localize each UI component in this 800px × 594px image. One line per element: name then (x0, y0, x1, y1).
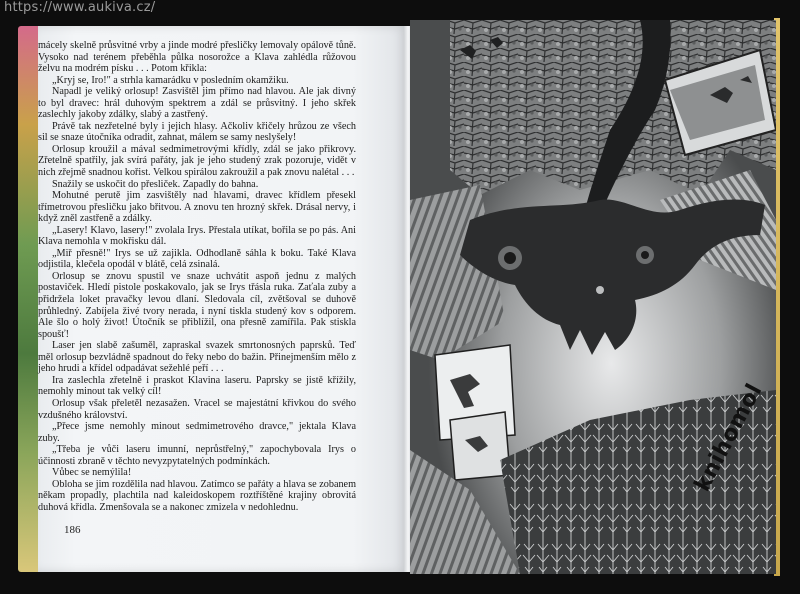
paragraph: Napadl je veliký orlosup! Zasvištěl jim přímo nad hlavou. Ale jak divný to byl dravec: hrál duhovým spektrem a zdál se průsvitný. I jeho skřek zaslechly jakoby zdálky, slabý a zastřený. (38, 86, 356, 121)
illustration (410, 20, 776, 574)
paragraph: „Kryj se, Iro!" a strhla kamarádku v posledním okamžiku. (52, 74, 289, 86)
paragraph: Mohutné perutě jim zasvištěly nad hlavami, dravec křídlem přesekl třímetrovou přesličku jako břitvou. A znovu ten hrozný skřek. Drásal nervy, i když zněl zastřeně a zdálky. (38, 190, 356, 225)
paragraph: „Třeba je vůči laseru imunní, neprůstřelný," zapochybovala Irys o účinnosti zbraně v těchto nevyzpytatelných podmínkách. (38, 444, 356, 467)
paragraph: „Lasery! Klavo, lasery!" zvolala Irys. Přestala utíkat, bořila se po pás. Ani Klava nemohla v mokřisku dál. (38, 224, 356, 248)
paragraph: „Přece jsme nemohly minout sedmimetrového dravce," jektala Klava zuby. (38, 421, 356, 444)
paragraph: Snažily se uskočit do přesliček. Zapadly do bahna. (52, 178, 259, 190)
paragraph: Vůbec se nemýlila! (52, 467, 132, 479)
paragraph: Obloha se jim rozdělila nad hlavou. Zatímco se pařáty a hlava se zobanem někam propadly, plachtila nad kaleidoskopem roztříštěné krajiny obrovitá duhová křídla. Zmenšovala se a nakonec zmizela v nedohlednu. (38, 478, 356, 513)
seller-stamp: knihomol (690, 379, 768, 496)
paragraph: Laser jen slabě zašuměl, zapraskal svazek smrtonosných paprsků. Teď měl orlosup bezvládně spadnout do řeky nebo do bažin. Přinejmenším mělo z jeho hrudi a křídel odpadávat sežehlé peří . . . (38, 340, 356, 375)
paragraph: Orlosup se znovu spustil ve snaze uchvátit aspoň jednu z malých postaviček. Hledí pistole poskakovalo, jak se Irys třásla ruka. Zaťala zuby a přidržela loket pravačky levou dlaní. Sledovala cíl, zvětšoval se duhově průhledný. Zabíjela živé tvory nerada, i nyní tiskla studený kov s odporem. Ale šlo o holý život! Útočník se přiblížil, ona přesně zamířila. Pak stiskla spoušť! (38, 270, 356, 340)
paragraph: Orlosup kroužil a mával sedmimetrovými křídly, zdál se jako přikrovy. Zřetelně spatřily, jak svírá pařáty, jak je jeho studený zrak pozoruje, vidět v nich zřejmě snadnou kořist. Velkou spirálou zakroužil a pak znovu nalétal . . . (38, 143, 356, 179)
paragraph: mácely skelně průsvitné vrby a jinde modré přesličky lemovaly opálově tůně. Vysoko nad terénem přeběhla půlka nosorožce a Klava zahlédla růžovou želvu na modrém písku . . . Potom křikla: (38, 40, 356, 75)
paragraph: Orlosup však přeletěl nezasažen. Vracel se majestátní křivkou do svého vzdušného království. (38, 397, 356, 421)
right-page (410, 20, 776, 574)
page-number: 186 (64, 524, 81, 536)
paragraph: Ira zaslechla zřetelně i praskot Klavina laseru. Paprsky se jistě křížily, nemohly minout tak velký cíl! (38, 374, 356, 398)
page-text (38, 40, 356, 513)
paragraph: Právě tak nezřetelné byly i jejich hlasy. Ačkoliv křičely hrůzou ze všech sil se snaze útočníka odradit, zahnat, málem se samy neslyšely! (38, 120, 356, 144)
source-watermark: https://www.aukiva.cz/ (4, 0, 156, 15)
paragraph: „Miř přesně!" Irys se už zajikla. Odhodlaně sáhla k boku. Také Klava odjistila, klečela opodál v blátě, celá zsinalá. (38, 247, 356, 271)
